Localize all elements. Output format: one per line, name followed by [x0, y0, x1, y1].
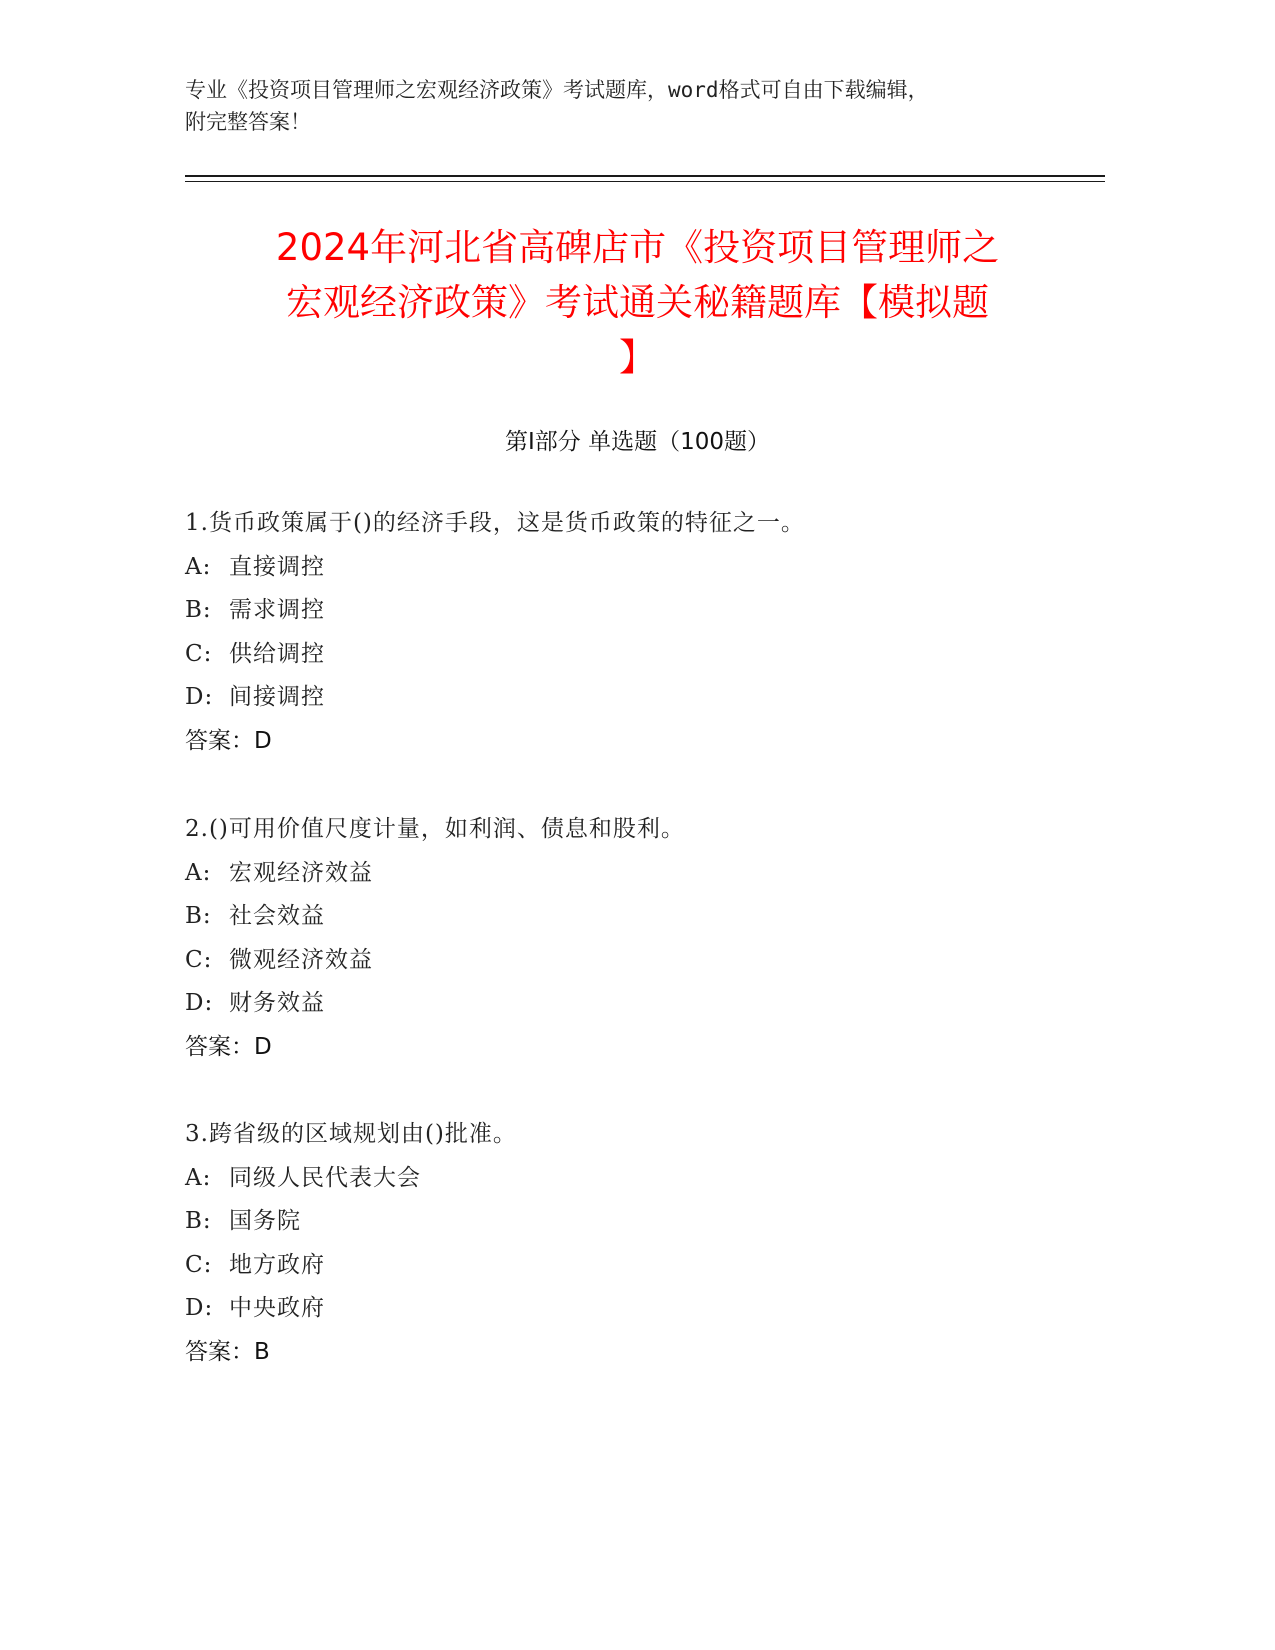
option-text: 宏观经济效益: [229, 859, 373, 886]
option-text: 供给调控: [229, 640, 325, 667]
option-letter: B:: [185, 597, 212, 623]
document-title: [185, 220, 1090, 385]
header-note-line-1: 专业《投资项目管理师之宏观经济政策》考试题库，word格式可自由下载编辑，: [185, 78, 929, 102]
option-text: 需求调控: [229, 597, 325, 623]
option-letter: A:: [185, 553, 212, 580]
option-text: 微观经济效益: [229, 946, 373, 973]
document-title-line-3: 】: [619, 336, 656, 379]
option-letter: C:: [185, 640, 213, 667]
option-c: [185, 633, 1085, 677]
option-text: 地方政府: [229, 1251, 325, 1278]
option-d: [185, 1287, 1085, 1331]
option-letter: C:: [185, 946, 213, 973]
answer-line: 答案：D: [185, 1033, 272, 1060]
option-text: 直接调控: [229, 553, 325, 580]
option-b: [185, 589, 1085, 633]
option-c: [185, 1244, 1085, 1288]
option-letter: B:: [185, 1208, 212, 1234]
option-letter: D:: [185, 684, 214, 710]
question-3: [185, 1113, 1085, 1374]
header-divider-thin: [185, 181, 1105, 182]
document-title-line-1: 2024年河北省高碑店市《投资项目管理师之: [275, 226, 1000, 269]
header-note-line-2: 附完整答案！: [185, 110, 311, 134]
option-letter: A:: [185, 859, 212, 886]
option-b: [185, 1200, 1085, 1244]
option-letter: D:: [185, 990, 214, 1016]
option-a: [185, 852, 1085, 896]
option-d: [185, 982, 1085, 1026]
header-divider-thick: [185, 175, 1105, 177]
option-b: [185, 895, 1085, 939]
option-letter: D:: [185, 1295, 214, 1321]
option-text: 社会效益: [229, 903, 325, 929]
question-1: [185, 502, 1085, 763]
question-stem: 1.货币政策属于()的经济手段，这是货币政策的特征之一。: [185, 510, 805, 536]
document-title-line-2: 宏观经济政策》考试通关秘籍题库【模拟题: [286, 281, 989, 324]
option-letter: A:: [185, 1164, 212, 1191]
answer-line: 答案：D: [185, 727, 272, 754]
option-letter: C:: [185, 1251, 213, 1278]
question-stem: 2.()可用价值尺度计量，如利润、债息和股利。: [185, 816, 685, 842]
option-letter: B:: [185, 903, 212, 929]
header-note: [185, 74, 1085, 138]
option-text: 中央政府: [229, 1295, 325, 1321]
option-d: [185, 676, 1085, 720]
option-c: [185, 939, 1085, 983]
question-2: [185, 808, 1085, 1069]
question-stem: 3.跨省级的区域规划由()批准。: [185, 1121, 517, 1147]
option-text: 同级人民代表大会: [229, 1164, 421, 1191]
option-text: 间接调控: [229, 684, 325, 710]
option-a: [185, 546, 1085, 590]
option-text: 财务效益: [229, 990, 325, 1016]
option-text: 国务院: [229, 1208, 301, 1234]
section-title: 第Ⅰ部分 单选题（100题）: [505, 429, 770, 455]
option-a: [185, 1157, 1085, 1201]
answer-line: 答案：B: [185, 1338, 270, 1365]
